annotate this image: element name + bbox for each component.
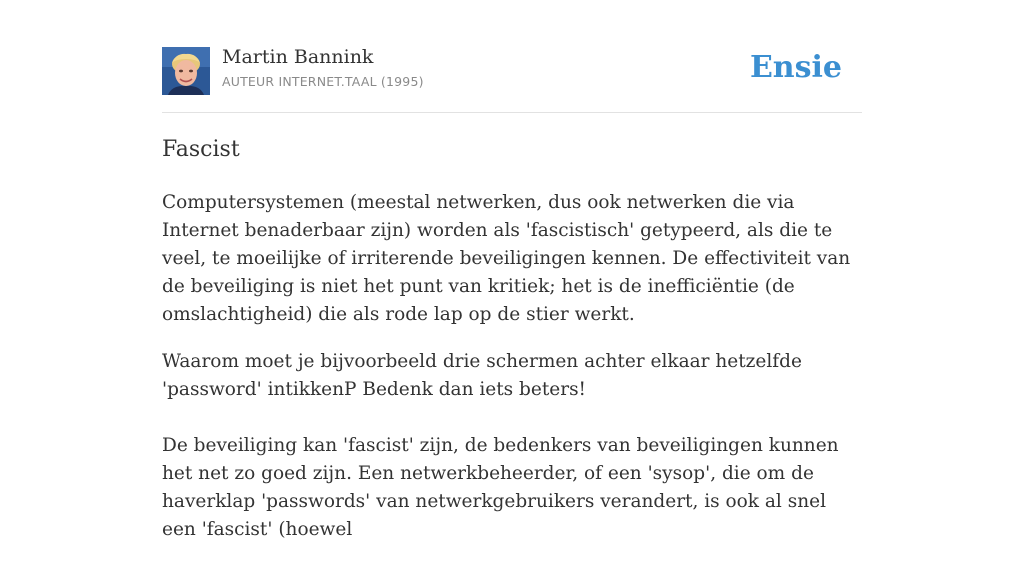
entry-body xyxy=(162,189,862,563)
entry-paragraph: De beveiliging kan 'fascist' zijn, de bedenkers van beveiligingen kunnen het net zo goed zijn. Een netwerkbeheerder, of een 'sysop', die om de haverklap 'passwords' van netwerkgebruikers verandert, is ook al snel een 'fascist' (hoewel xyxy=(162,435,839,540)
entry-paragraph: Waarom moet je bijvoorbeeld drie schermen achter elkaar hetzelfde 'password' intikkenP Bedenk dan iets beters! xyxy=(162,351,802,400)
author-subtitle: AUTEUR INTERNET.TAAL (1995) xyxy=(222,74,424,89)
brand-logo-link[interactable]: Ensie xyxy=(749,50,842,85)
entry-paragraph: Computersystemen (meestal netwerken, dus ook netwerken die via Internet benaderbaar zijn) worden als 'fascistisch' getypeerd, als die te veel, te moeilijke of irriterende beveiligingen kennen. De effectiviteit van de beveiliging is niet het punt van kritiek; het is de inefficiëntie (de omslachtigheid) die als rode lap op de stier werkt. xyxy=(162,192,851,325)
entry-title: Fascist xyxy=(162,137,240,162)
avatar-portrait-icon xyxy=(162,47,210,95)
header-divider xyxy=(162,112,862,113)
author-header xyxy=(162,46,862,96)
page-container xyxy=(162,0,862,540)
author-avatar[interactable] xyxy=(162,47,210,95)
author-name[interactable]: Martin Bannink xyxy=(222,46,374,68)
